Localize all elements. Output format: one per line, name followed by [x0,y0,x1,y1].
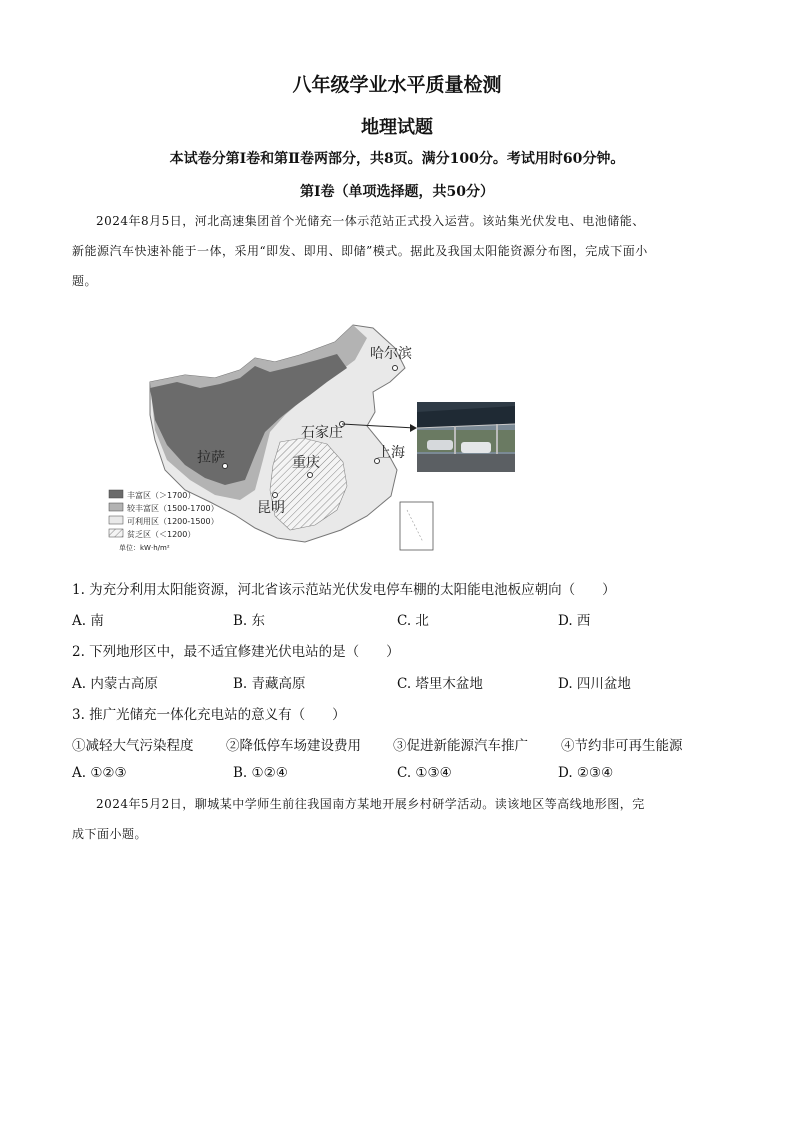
passage-1-line-1: 2024年8月5日，河北高速集团首个光储充一体示范站正式投入运营。该站集光伏发电、电池储能、 [96,214,645,228]
city-shijiazhuang: 石家庄 [301,425,343,441]
city-chongqing: 重庆 [292,455,320,471]
map-legend [109,490,219,552]
q3-statement-2: ②降低停车场建设费用 [226,738,361,754]
south-sea-inset [400,502,433,550]
legend-unit: 单位：kW·h/m² [119,544,170,552]
q3-option-a[interactable]: A. ①②③ [72,765,127,781]
passage-1 [72,206,722,296]
city-shanghai: 上海 [377,445,405,461]
q1-option-c[interactable]: C. 北 [397,613,429,629]
q3-option-d[interactable]: D. ②③④ [558,765,614,781]
q2-option-a[interactable]: A. 内蒙古高原 [72,676,158,692]
legend-rich: 丰富区（＞1700） [127,491,196,500]
q3-option-b[interactable]: B. ①②④ [233,765,288,781]
q1-option-a[interactable]: A. 南 [72,613,104,629]
exam-info: 本试卷分第Ⅰ卷和第Ⅱ卷两部分，共8页。满分100分。考试用时60分钟。 [169,151,625,167]
passage-2 [72,789,722,849]
solar-carport-photo [417,402,515,472]
question-2-stem: 2. 下列地形区中，最不适宜修建光伏电站的是（ ） [72,644,400,660]
q3-option-c[interactable]: C. ①③④ [397,765,452,781]
q1-option-b[interactable]: B. 东 [233,613,266,629]
passage-2-line-1: 2024年5月2日，聊城某中学师生前往我国南方某地开展乡村研学活动。读该地区等高线地形图，完 [96,797,645,811]
passage-2-line-2: 成下面小题。 [72,827,148,841]
q3-statement-1: ①减轻大气污染程度 [72,738,194,754]
legend-usable: 可利用区（1200-1500） [127,517,219,526]
q2-option-c[interactable]: C. 塔里木盆地 [397,676,483,692]
q3-statement-3: ③促进新能源汽车推广 [393,738,528,754]
q2-option-b[interactable]: B. 青藏高原 [233,676,306,692]
section-title: 第Ⅰ卷（单项选择题，共50分） [299,184,495,200]
legend-poor: 贫乏区（＜1200） [127,530,196,539]
q3-statement-4: ④节约非可再生能源 [561,738,683,754]
city-harbin: 哈尔滨 [370,346,412,362]
legend-fairly-rich: 较丰富区（1500-1700） [127,504,219,513]
subject-title: 地理试题 [361,117,433,138]
q1-option-d[interactable]: D. 西 [558,613,591,629]
city-lasa: 拉萨 [197,450,225,466]
passage-1-line-3: 题。 [72,274,98,288]
question-3-stem: 3. 推广光储充一体化充电站的意义有（ ） [72,707,346,723]
china-solar-map [105,320,435,560]
exam-title: 八年级学业水平质量检测 [292,74,502,96]
city-kunming: 昆明 [257,500,285,516]
question-1-stem: 1. 为充分利用太阳能资源，河北省该示范站光伏发电停车棚的太阳能电池板应朝向（ ） [72,582,616,598]
passage-1-line-2: 新能源汽车快速补能于一体，采用“即发、即用、即储”模式。据此及我国太阳能资源分布图，完成下面小 [72,244,648,258]
q2-option-d[interactable]: D. 四川盆地 [558,676,631,692]
